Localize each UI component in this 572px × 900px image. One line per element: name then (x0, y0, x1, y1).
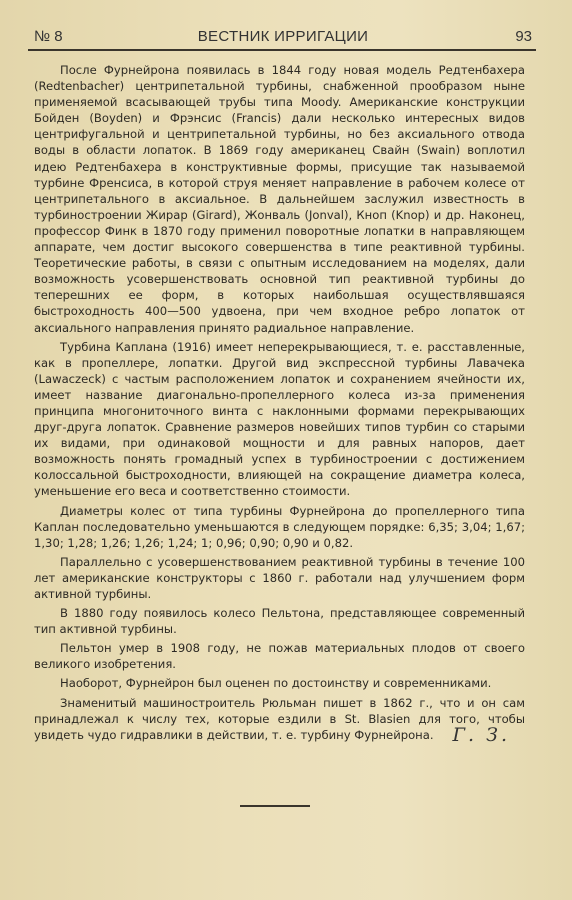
paragraph: Пельтон умер в 1908 году, не пожав материальных плодов от своего великого изобретения. (34, 641, 525, 672)
article-body (34, 62, 525, 746)
running-header (34, 24, 532, 50)
issue-number: № 8 (34, 28, 63, 45)
header-rule (28, 49, 536, 51)
paragraph: В 1880 году появилось колесо Пельтона, представляющее современный тип активной турбины. (34, 606, 525, 637)
paragraph: Наоборот, Фурнейрон был оценен по достоинству и современниками. (60, 676, 492, 691)
paragraph: Параллельно с усовершенствованием реактивной турбины в течение 100 лет американские конструкторы с 1860 г. работали над улучшением форм активной турбины. (34, 554, 525, 601)
paragraph: После Фурнейрона появилась в 1844 году новая модель Редтенбахера (Redtenbacher) центрипетальной турбины, снабженной прообразом ныне применяемой всасывающей трубы типа Moody. Американские конструкции Бойден (Boyden) и Фрэнсис (Francis) дали несколько интересных видов центрифугальной и центрипетальной турбины, но без аксиального отвода воды в области лопаток. В 1869 году американец Свайн (Swain) воплотил идею Редтенбахера в конструктивные формы, присущие так называемой турбине Френсиса, в которой струя меняет направление в рабочем колесе от центрипетального в аксиальное. В дальнейшем заслужил известность в турбиностроении Жирар (Girard), Жонваль (Jonval), Кноп (Knop) и др. Наконец, профессор Финк в 1870 году применил поворотные лопатки в направляющем аппарате, чем достиг высокого совершенства в типе реактивной турбины. Теоретические работы, в связи с опытным исследованием на моделях, дали возможность усовершенствовать основной тип реактивной турбины до теперешних ее форм, в которых наибольшая осуществлявшаяся быстроходность 400—500 удвоена, при чем входное ребро лопаток от аксиального направления принято радиальное направление. (34, 63, 525, 335)
journal-title: ВЕСТНИК ИРРИГАЦИИ (197, 28, 369, 45)
paragraph: Диаметры колес от типа турбины Фурнейрона до пропеллерного типа Каплан последовательно уменьшаются в следующем порядке: 6,35; 3,04; 1,67; 1,30; 1,28; 1,26; 1,26; 1,24; 1; 0,96; 0,90; 0,90 и 0,82. (34, 503, 525, 550)
paragraph: Турбина Каплана (1916) имеет неперекрывающиеся, т. е. расставленные, как в пропеллере, лопатки. Другой вид экспрессной турбины Лавачека (Lawaczeck) с частым расположением лопаток и сохранением ячейности их, имеет название диагонально-пропеллерного колеса из-за применения принципа многониточного винта с наклонными формами перекрывающих друг-друга лопаток. Сравнение размеров новейших типов турбин со старыми их видами, при одинаковой мощности и для равных напоров, дает возможность понять громадный успех в турбиностроении с достижением колоссальной быстроходности, влияющей на сокращение диаметра колеса, уменьшение его веса и соответственно стоимости. (34, 339, 525, 499)
paragraph: Знаменитый машиностроитель Рюльман пишет в 1862 г., что и он сам принадлежал к числу тех, которые ездили в St. Blasien для того, чтобы увидеть чудо гидравлики в действии, т. е. турбину Фурнейрона. (34, 695, 525, 742)
end-rule (240, 805, 310, 807)
page-number: 93 (515, 28, 532, 45)
author-signature: Г. З. (452, 724, 510, 746)
